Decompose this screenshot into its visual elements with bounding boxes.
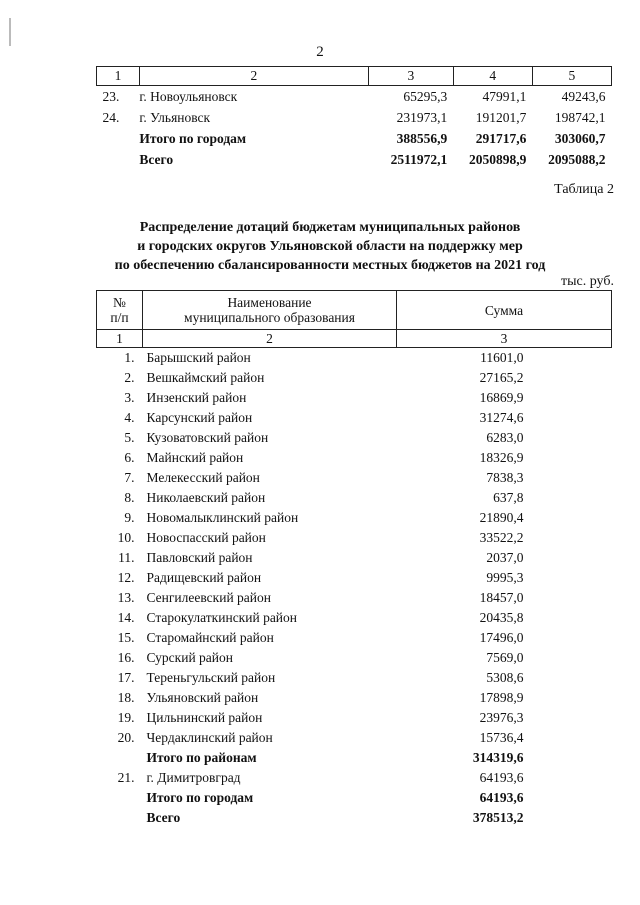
table-row — [97, 728, 612, 748]
table-cell-name: Кузоватовский район — [146, 430, 269, 445]
table-cell-sum: 20435,8 — [479, 610, 524, 625]
table-cell-sum: 21890,4 — [479, 510, 524, 525]
table-cell-sum: 314319,6 — [472, 750, 524, 765]
table-row — [97, 688, 612, 708]
column-number: 2 — [143, 330, 397, 348]
table-row — [97, 568, 612, 588]
table-1-header-cell: 2 — [139, 67, 368, 86]
table-cell-sum: 31274,6 — [479, 410, 524, 425]
header-num — [97, 291, 143, 330]
table-cell-sum: 9995,3 — [486, 570, 524, 585]
table-cell-num: 14. — [117, 610, 135, 625]
table-2 — [96, 290, 612, 828]
table-cell-name: Ульяновский район — [146, 690, 259, 705]
table-row — [97, 648, 612, 668]
table-cell-name: г. Ульяновск — [139, 110, 211, 125]
header-num-bottom: п/п — [110, 310, 129, 325]
table-row — [97, 368, 612, 388]
table-cell-name: Майнский район — [146, 450, 244, 465]
table-2-column-numbers — [97, 330, 612, 348]
table-cell-name: Павловский район — [146, 550, 253, 565]
table-cell-v1: 65295,3 — [403, 89, 448, 104]
table-row — [97, 808, 612, 828]
table-cell-name: Николаевский район — [146, 490, 266, 505]
table-row — [97, 149, 612, 170]
table-cell-name: Новомалыклинский район — [146, 510, 299, 525]
header-sum: Сумма — [397, 291, 612, 330]
table-cell-v3: 2095088,2 — [548, 152, 606, 167]
table-1-header-row — [97, 67, 612, 86]
table-row — [97, 748, 612, 768]
table-1-header-cell: 3 — [368, 67, 453, 86]
table-cell-sum: 7838,3 — [486, 470, 524, 485]
table-cell-sum: 7569,0 — [486, 650, 524, 665]
table-cell-num — [97, 748, 143, 768]
table-cell-sum: 11601,0 — [480, 350, 524, 365]
table-cell-num: 8. — [124, 490, 135, 505]
table-cell-name: Цильнинский район — [146, 710, 263, 725]
table-cell-name: Старомайнский район — [146, 630, 274, 645]
table-cell-sum: 2037,0 — [486, 550, 524, 565]
table-cell-name: Вешкаймский район — [146, 370, 265, 385]
table-cell-num: 15. — [117, 630, 135, 645]
column-number: 3 — [397, 330, 612, 348]
table-row — [97, 708, 612, 728]
table-cell-name: Всего — [146, 810, 181, 825]
table-row — [97, 588, 612, 608]
table-cell-num: 9. — [124, 510, 135, 525]
table-cell-sum: 17496,0 — [479, 630, 524, 645]
table-cell-name: Сурский район — [146, 650, 233, 665]
page-number: 2 — [316, 44, 324, 60]
table-cell-sum: 15736,4 — [479, 730, 524, 745]
table-cell-v3: 49243,6 — [561, 89, 606, 104]
table-cell-num: 16. — [117, 650, 135, 665]
table-cell-num — [97, 808, 143, 828]
header-num-top: № — [113, 295, 126, 310]
table-1-header-cell: 4 — [453, 67, 532, 86]
table-row — [97, 128, 612, 149]
header-name — [143, 291, 397, 330]
table-cell-num: 4. — [124, 410, 135, 425]
table-cell-num: 21. — [117, 770, 135, 785]
table-cell-sum: 27165,2 — [479, 370, 524, 385]
table-cell-sum: 33522,2 — [479, 530, 524, 545]
table-cell-num: 20. — [117, 730, 135, 745]
table-cell-name: Итого по районам — [146, 750, 257, 765]
unit-label: тыс. руб. — [561, 274, 614, 289]
table-cell-sum: 6283,0 — [486, 430, 524, 445]
table-cell-sum: 16869,9 — [479, 390, 524, 405]
table-1-header-cell: 5 — [532, 67, 611, 86]
table-row — [97, 388, 612, 408]
table-cell-sum: 64193,6 — [479, 770, 524, 785]
title-line: Распределение дотаций бюджетам муниципальных районов — [139, 220, 521, 235]
table-cell-sum: 5308,6 — [486, 670, 524, 685]
table-cell-name: Сенгилеевский район — [146, 590, 271, 605]
table-cell-num — [97, 128, 140, 149]
table-row — [97, 628, 612, 648]
table-cell-name: Старокулаткинский район — [146, 610, 298, 625]
column-number: 1 — [97, 330, 143, 348]
title-line: и городских округов Ульяновской области на поддержку мер — [137, 239, 523, 254]
table-cell-name: Инзенский район — [146, 390, 247, 405]
table-cell-name: Чердаклинский район — [146, 730, 273, 745]
table-row — [97, 508, 612, 528]
table-cell-v3: 303060,7 — [554, 131, 606, 146]
title-line: по обеспечению сбалансированности местных бюджетов на 2021 год — [114, 258, 546, 273]
table-row — [97, 448, 612, 468]
table-1 — [96, 66, 612, 170]
table-row — [97, 107, 612, 128]
table-row — [97, 668, 612, 688]
header-name-top: Наименование — [227, 295, 312, 310]
table-cell-name: г. Новоульяновск — [139, 89, 238, 104]
table-row — [97, 788, 612, 808]
table-cell-sum: 18457,0 — [479, 590, 524, 605]
header-name-bottom: муниципального образования — [184, 310, 355, 325]
table-cell-num: 24. — [102, 110, 120, 125]
table-row — [97, 488, 612, 508]
table-row — [97, 408, 612, 428]
table-cell-name: г. Димитровград — [146, 770, 241, 785]
table-cell-sum: 64193,6 — [479, 790, 524, 805]
table-cell-num: 10. — [117, 530, 135, 545]
table-cell-v2: 47991,1 — [482, 89, 527, 104]
table-cell-num — [97, 788, 143, 808]
table-2-header-row — [97, 291, 612, 330]
table-cell-num: 17. — [117, 670, 135, 685]
table-row — [97, 468, 612, 488]
table-cell-num: 11. — [118, 550, 135, 565]
table-cell-v2: 191201,7 — [475, 110, 527, 125]
table-row — [97, 86, 612, 108]
table-cell-num: 23. — [102, 89, 120, 104]
table-cell-num: 3. — [124, 390, 135, 405]
table-cell-v3: 198742,1 — [554, 110, 606, 125]
table-cell-name: Карсунский район — [146, 410, 253, 425]
table-cell-num: 18. — [117, 690, 135, 705]
table-2-label: Таблица 2 — [554, 182, 614, 197]
table-cell-sum: 18326,9 — [479, 450, 524, 465]
table-cell-num: 12. — [117, 570, 135, 585]
table-cell-sum: 637,8 — [493, 490, 524, 505]
table-cell-name: Радищевский район — [146, 570, 262, 585]
table-cell-num: 7. — [124, 470, 135, 485]
table-cell-sum: 17898,9 — [479, 690, 524, 705]
table-cell-v1: 231973,1 — [396, 110, 448, 125]
table-row — [97, 768, 612, 788]
table-cell-name: Мелекесский район — [146, 470, 260, 485]
table-cell-num: 13. — [117, 590, 135, 605]
table-cell-name: Тереньгульский район — [146, 670, 276, 685]
table-cell-sum: 23976,3 — [479, 710, 524, 725]
table-cell-name: Новоспасский район — [146, 530, 266, 545]
table-cell-num: 5. — [124, 430, 135, 445]
table-cell-v1: 2511972,1 — [390, 152, 448, 167]
table-cell-sum: 378513,2 — [472, 810, 524, 825]
table-cell-num: 1. — [124, 350, 135, 365]
table-cell-v2: 2050898,9 — [468, 152, 527, 167]
table-cell-name: Итого по городам — [139, 131, 247, 146]
table-cell-name: Барышский район — [146, 350, 251, 365]
table-1-header-cell: 1 — [97, 67, 140, 86]
table-2-title — [60, 218, 600, 275]
table-cell-name: Всего — [139, 152, 174, 167]
table-cell-num: 19. — [117, 710, 135, 725]
table-cell-v1: 388556,9 — [396, 131, 448, 146]
table-cell-num — [97, 149, 140, 170]
table-row — [97, 608, 612, 628]
table-row — [97, 528, 612, 548]
table-cell-num: 6. — [124, 450, 135, 465]
table-cell-name: Итого по городам — [146, 790, 254, 805]
table-cell-v2: 291717,6 — [475, 131, 527, 146]
table-row — [97, 548, 612, 568]
table-cell-num: 2. — [124, 370, 135, 385]
margin-mark — [9, 18, 11, 46]
table-row — [97, 428, 612, 448]
table-row — [97, 348, 612, 369]
